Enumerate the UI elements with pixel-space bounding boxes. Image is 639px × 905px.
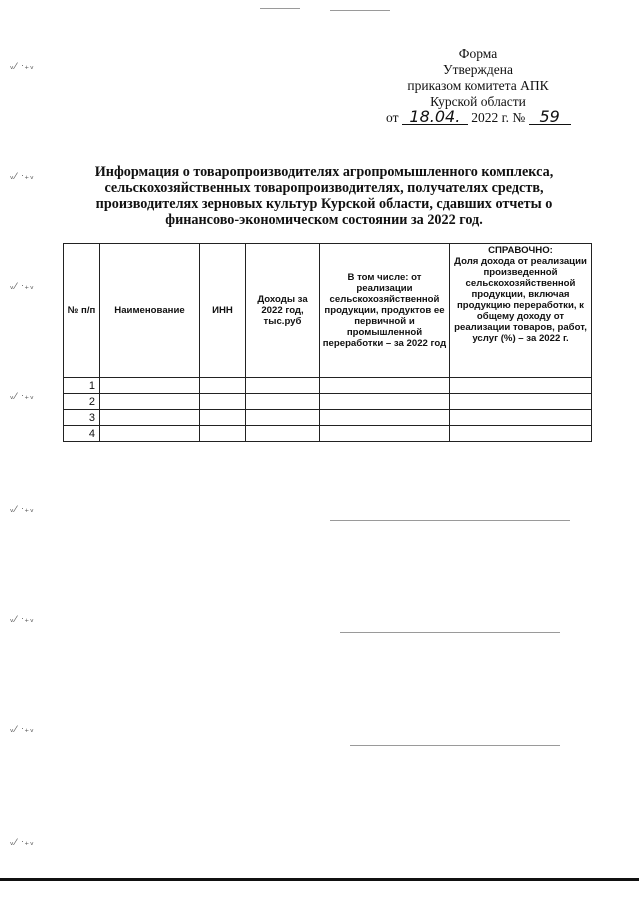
table-row [64,394,592,410]
header-inn: ИНН [200,244,246,378]
scan-speck [340,632,560,633]
scan-speck [350,745,560,746]
table-row [64,426,592,442]
cell-including [320,410,450,426]
cell-name [100,378,200,394]
scan-speck [330,10,390,11]
table-header-row [64,244,592,378]
cell-inn [200,426,246,442]
year-number-label: 2022 г. № [471,110,526,125]
cell-including [320,378,450,394]
header-income: Доходы за 2022 год, тыс.руб [246,244,320,378]
header-reference [450,244,592,378]
scan-mark: ᵥ⁄ ᐧ₊ᵥ [10,392,35,402]
cell-income [246,394,320,410]
cell-name [100,410,200,426]
scan-mark: ᵥ⁄ ᐧ₊ᵥ [10,62,35,72]
title-line: финансово-экономическом состоянии за 2022 год. [165,212,483,228]
region-label: Курской области [430,94,526,109]
title-line: производителях зерновых культур Курской области, сдавших отчеты о [95,196,553,212]
approved-label: Утверждена [443,62,513,77]
scan-mark: ᵥ⁄ ᐧ₊ᵥ [10,838,35,848]
cell-inn [200,394,246,410]
cell-income [246,378,320,394]
header-reference-text: Доля дохода от реализации произведенной сельскохозяйственной продукции, включая продукцию переработки, к общему доходу от реализации товаров, работ, услуг (%) – за 2022 г. [454,256,587,344]
cell-reference [450,378,592,394]
scan-speck [260,8,300,9]
cell-reference [450,410,592,426]
cell-inn [200,378,246,394]
report-table [63,243,592,442]
cell-reference [450,426,592,442]
title-line: сельскохозяйственных товаропроизводителях, получателях средств, [104,180,544,196]
scan-mark: ᵥ⁄ ᐧ₊ᵥ [10,282,35,292]
cell-income [246,410,320,426]
scan-speck [330,520,570,521]
cell-reference [450,394,592,410]
date-prefix: от [386,110,399,125]
scan-mark: ᵥ⁄ ᐧ₊ᵥ [10,505,35,515]
title-line: Информация о товаропроизводителях агропромышленного комплекса, [94,164,554,180]
scan-bottom-edge [0,878,639,881]
cell-inn [200,410,246,426]
cell-name [100,426,200,442]
approval-stamp [380,46,576,126]
scan-mark: ᵥ⁄ ᐧ₊ᵥ [10,725,35,735]
table-row [64,378,592,394]
form-label: Форма [458,46,498,61]
row-number: 3 [64,410,100,426]
handwritten-order-number: 59 [529,110,571,125]
header-name: Наименование [100,244,200,378]
order-date-line [380,107,576,126]
handwritten-date: 18.04. [402,110,468,125]
cell-name [100,394,200,410]
header-num: № п/п [64,244,100,378]
row-number: 2 [64,394,100,410]
document-title [80,164,568,228]
scan-mark: ᵥ⁄ ᐧ₊ᵥ [10,615,35,625]
row-number: 1 [64,378,100,394]
table-row [64,410,592,426]
order-committee-label: приказом комитета АПК [407,78,549,93]
header-including: В том числе: от реализации сельскохозяйственной продукции, продуктов ее первичной и промышленной переработки – за 2022 год [320,244,450,378]
header-reference-title: СПРАВОЧНО: [488,245,553,256]
cell-income [246,426,320,442]
scan-mark: ᵥ⁄ ᐧ₊ᵥ [10,172,35,182]
cell-including [320,394,450,410]
row-number: 4 [64,426,100,442]
cell-including [320,426,450,442]
